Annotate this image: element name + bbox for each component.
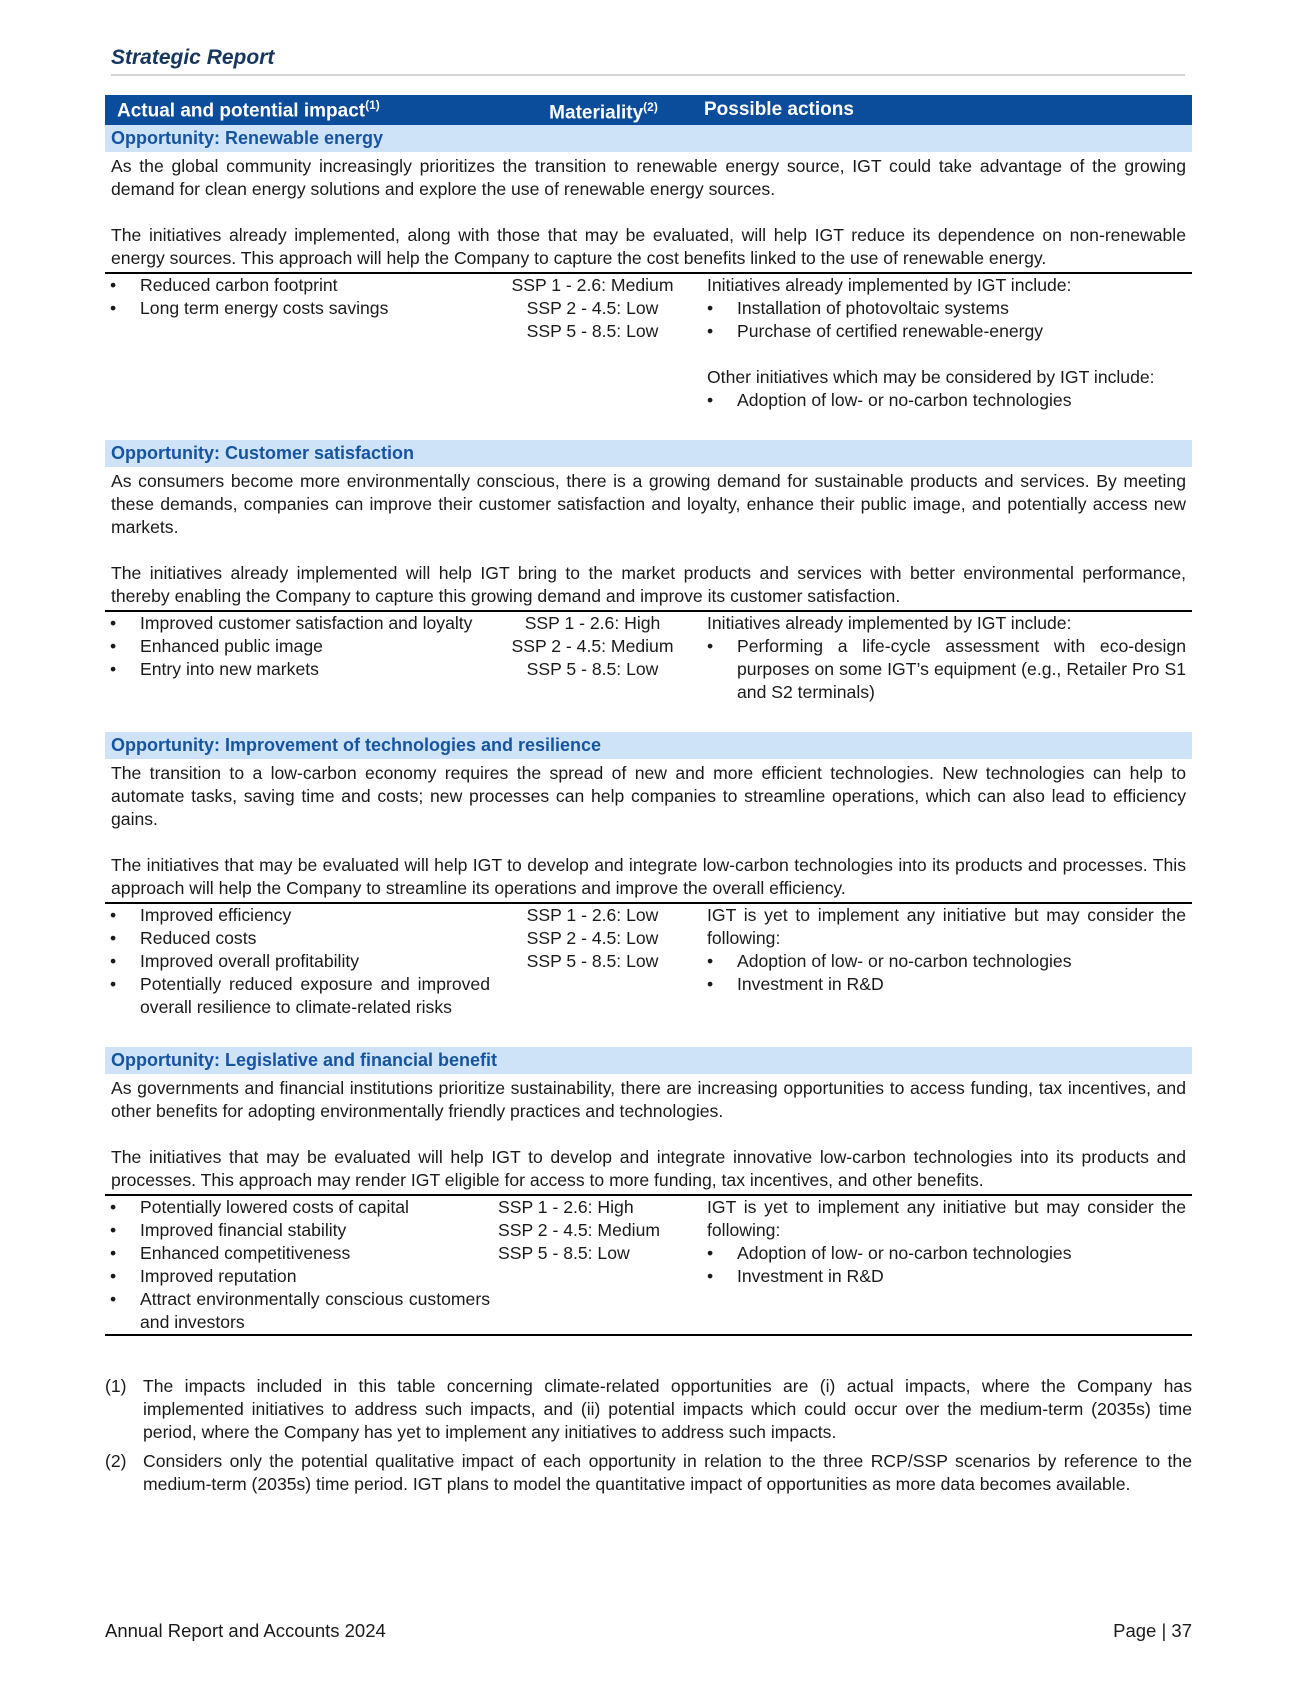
actions-intro: Other initiatives which may be considered by IGT include: [707, 367, 1155, 387]
list-item: • Reduced costs [110, 927, 490, 950]
footnotes [105, 1375, 1192, 1502]
materiality-value: SSP 1 - 2.6: Medium [511, 275, 674, 295]
list-item: • Enhanced public image [110, 635, 490, 658]
paragraph: The initiatives that may be evaluated will help IGT to develop and integrate low-carbon technologies into its products and processes. This approach will help the Company to streamline its operations and improve the overall efficiency. [111, 855, 1186, 898]
list-item: • Purchase of certified renewable-energy [707, 320, 1186, 343]
list-item: • Improved overall profitability [110, 950, 490, 973]
materiality-value: SSP 2 - 4.5: Medium [498, 1220, 661, 1240]
table-row [105, 610, 1192, 704]
list-item: • Reduced carbon footprint [110, 274, 490, 297]
list-item: • Potentially reduced exposure and improved overall resilience to climate-related risks [110, 973, 490, 1019]
materiality-value: SSP 5 - 8.5: Low [526, 659, 659, 679]
table-row [105, 272, 1192, 412]
materiality-value: SSP 5 - 8.5: Low [526, 321, 659, 341]
list-item: • Potentially lowered costs of capital [110, 1196, 490, 1219]
header-materiality: Materiality$^{(2)}$ [549, 99, 658, 124]
footnote-number: (2) [105, 1451, 127, 1471]
list-item: • Performing a life-cycle assessment with eco-design purposes on some IGT’s equipment (e.g., Retailer Pro S1 and S2 terminals) [707, 635, 1186, 704]
actions-cell [695, 612, 1192, 704]
materiality-value: SSP 1 - 2.6: High [498, 1197, 634, 1217]
opportunity-title: Opportunity: Customer satisfaction [105, 440, 1192, 467]
list-item: • Installation of photovoltaic systems [707, 297, 1186, 320]
impacts-cell [105, 1196, 490, 1334]
list-item: • Investment in R&D [707, 973, 1186, 996]
table-row [105, 902, 1192, 1019]
materiality-value: SSP 5 - 8.5: Low [498, 1243, 630, 1263]
section-title: Strategic Report [111, 46, 275, 69]
footnote-number: (1) [105, 1376, 127, 1396]
list-item: • Long term energy costs savings [110, 297, 490, 320]
list-item: • Investment in R&D [707, 1265, 1186, 1288]
report-name: Annual Report and Accounts 2024 [105, 1620, 386, 1641]
table-row [105, 1194, 1192, 1336]
list-item: • Adoption of low- or no-carbon technologies [707, 1242, 1186, 1265]
section-legislative-financial [105, 1047, 1192, 1336]
opportunities-table [105, 95, 1192, 1336]
actions-intro: IGT is yet to implement any initiative but may consider the following: [707, 1197, 1186, 1240]
impacts-cell [105, 274, 490, 412]
table-header [105, 95, 1192, 125]
footnote-text: Considers only the potential qualitative impact of each opportunity in relation to the three RCP/SSP scenarios by reference to the medium-term (2035s) time period. IGT plans to model the quantitative impact of opportunities as more data becomes available. [143, 1451, 1192, 1494]
paragraph: The initiatives already implemented will help IGT bring to the market products and services with better environmental performance, thereby enabling the Company to capture this growing demand and improve its customer satisfaction. [111, 563, 1186, 606]
footnote-text: The impacts included in this table concerning climate-related opportunities are (i) actual impacts, where the Company has implemented initiatives to address such impacts, and (ii) potential impacts which could occur over the medium-term (2035s) time period, where the Company has yet to implement any initiatives to address such impacts. [143, 1376, 1192, 1442]
actions-cell [695, 904, 1192, 1019]
list-item: • Improved reputation [110, 1265, 490, 1288]
footnote [105, 1450, 1192, 1496]
page-footer [105, 1620, 1192, 1642]
list-item: • Entry into new markets [110, 658, 490, 681]
list-item: • Improved customer satisfaction and loyalty [110, 612, 490, 635]
materiality-value: SSP 2 - 4.5: Low [526, 928, 659, 948]
paragraph: As consumers become more environmentally conscious, there is a growing demand for sustainable products and services. By meeting these demands, companies can improve their customer satisfaction and loyalty, enhance their public image, and potentially access new markets. [111, 471, 1186, 537]
page-header [111, 46, 1185, 76]
footnote [105, 1375, 1192, 1444]
materiality-value: SSP 2 - 4.5: Low [526, 298, 659, 318]
actions-intro: IGT is yet to implement any initiative but may consider the following: [707, 905, 1186, 948]
list-item: • Enhanced competitiveness [110, 1242, 490, 1265]
materiality-cell [490, 612, 695, 704]
list-item: • Adoption of low- or no-carbon technologies [707, 389, 1186, 412]
actions-cell [695, 274, 1192, 412]
header-impact: Actual and potential impact$^{(1)}$ [117, 97, 380, 122]
materiality-value: SSP 1 - 2.6: Low [526, 905, 659, 925]
header-actions: Possible actions [704, 99, 854, 120]
opportunity-title: Opportunity: Renewable energy [105, 125, 1192, 152]
actions-cell [695, 1196, 1192, 1334]
opportunity-title: Opportunity: Improvement of technologies and resilience [105, 732, 1192, 759]
list-item: • Improved financial stability [110, 1219, 490, 1242]
section-customer-satisfaction [105, 440, 1192, 732]
section-renewable-energy [105, 125, 1192, 440]
actions-intro: Initiatives already implemented by IGT include: [707, 613, 1072, 633]
actions-intro: Initiatives already implemented by IGT include: [707, 275, 1072, 295]
list-item: • Improved efficiency [110, 904, 490, 927]
paragraph: As governments and financial institutions prioritize sustainability, there are increasing opportunities to access funding, tax incentives, and other benefits for adopting environmentally friendly practices and technologies. [111, 1078, 1186, 1121]
impacts-cell [105, 612, 490, 704]
paragraph: As the global community increasingly prioritizes the transition to renewable energy source, IGT could take advantage of the growing demand for clean energy solutions and explore the use of renewable energy sources. [111, 156, 1186, 199]
list-item: • Attract environmentally conscious customers and investors [110, 1288, 490, 1334]
materiality-cell [490, 1196, 695, 1334]
list-item: • Adoption of low- or no-carbon technologies [707, 950, 1186, 973]
materiality-cell [490, 904, 695, 1019]
section-technologies-resilience [105, 732, 1192, 1047]
materiality-value: SSP 1 - 2.6: High [524, 613, 661, 633]
impacts-cell [105, 904, 490, 1019]
materiality-value: SSP 5 - 8.5: Low [526, 951, 659, 971]
materiality-value: SSP 2 - 4.5: Medium [511, 636, 674, 656]
paragraph: The initiatives that may be evaluated will help IGT to develop and integrate innovative low-carbon technologies into its products and processes. This approach may render IGT eligible for access to more funding, tax incentives, and other benefits. [111, 1147, 1186, 1190]
paragraph: The transition to a low-carbon economy requires the spread of new and more efficient technologies. New technologies can help to automate tasks, saving time and costs; new processes can help companies to streamline operations, which can also lead to efficiency gains. [111, 763, 1186, 829]
materiality-cell [490, 274, 695, 412]
opportunity-title: Opportunity: Legislative and financial benefit [105, 1047, 1192, 1074]
page-number: Page | 37 [1113, 1620, 1192, 1641]
paragraph: The initiatives already implemented, along with those that may be evaluated, will help IGT reduce its dependence on non-renewable energy sources. This approach will help the Company to capture the cost benefits linked to the use of renewable energy. [111, 225, 1186, 268]
